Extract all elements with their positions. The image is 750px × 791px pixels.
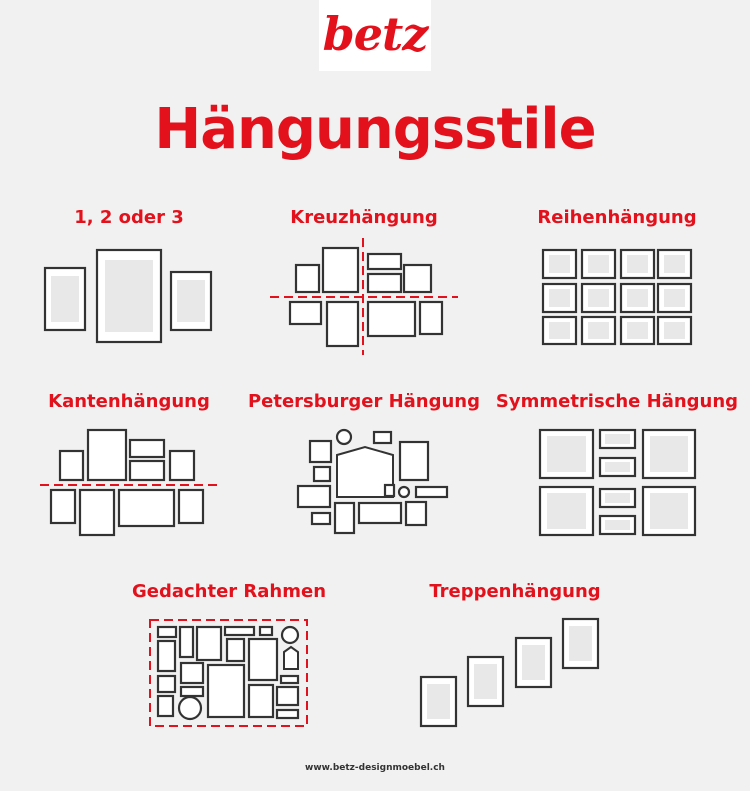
label-treppenhaengung: Treppenhängung <box>429 581 601 602</box>
brand-logo-text: betz <box>322 7 428 61</box>
label-gedachter-rahmen: Gedachter Rahmen <box>131 581 327 602</box>
label-reihenhaengung: Reihenhängung <box>537 207 697 228</box>
label-symmetrische-haengung: Symmetrische Hängung <box>495 391 739 412</box>
footer-website-url: www.betz-designmoebel.ch <box>305 763 445 773</box>
label-petersburger-haengung: Petersburger Hängung <box>247 391 481 412</box>
label-kreuzhaengung: Kreuzhängung <box>290 207 438 228</box>
page-title: Hängungsstile <box>154 97 596 162</box>
label-kantenhaengung: Kantenhängung <box>48 391 210 412</box>
label-1-2-oder-3: 1, 2 oder 3 <box>74 207 184 228</box>
